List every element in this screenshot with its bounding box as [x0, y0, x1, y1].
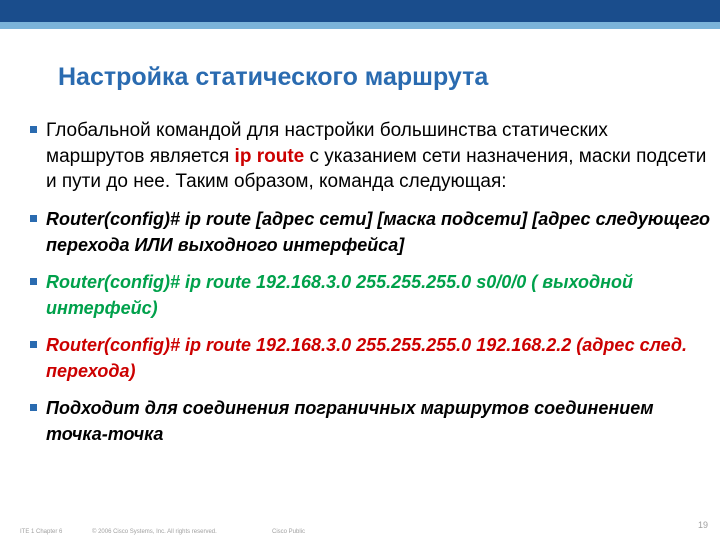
point-to-point-text: Подходит для соединения пограничных маршрутов соединением точка-точка: [46, 397, 654, 444]
bullet-marker: [30, 404, 37, 411]
bullet-intro: [30, 118, 710, 195]
example-exit-interface-text: Router(config)# ip route 192.168.3.0 255.255.255.0 s0/0/0 ( выходной интерфейс): [46, 271, 634, 318]
command-syntax-text: Router(config)# ip route [адрес сети] [маска подсети] [адрес следующего перехода ИЛИ выходного интерфейса]: [46, 208, 711, 255]
bullet-marker: [30, 278, 37, 285]
ip-route-highlight: ip route: [234, 145, 305, 167]
slide-footer: [20, 529, 700, 540]
bullet-marker: [30, 126, 37, 133]
bullet-example-next-hop: [30, 332, 710, 384]
bullet-intro-text-before: Глобальной командой для настройки большинства статических маршрутов является: [46, 120, 608, 167]
bullet-intro-text-after: с указанием сети назначения, маски подсети и пути до нее. Таким образом, команда следующая:: [46, 145, 707, 192]
header-band: [0, 0, 720, 22]
page-number: 19: [697, 520, 708, 530]
bullet-command-syntax: [30, 206, 710, 258]
footer-course: ITE 1 Chapter 6: [20, 529, 63, 535]
bullet-marker: [30, 341, 37, 348]
bullet-point-to-point: [30, 395, 710, 447]
example-next-hop-text: Router(config)# ip route 192.168.3.0 255.255.255.0 192.168.2.2 (адрес след. перехода): [46, 334, 687, 381]
bullet-list: [30, 118, 710, 447]
footer-copyright: © 2006 Cisco Systems, Inc. All rights reserved.: [92, 529, 217, 535]
slide-title: Настройка статического маршрута: [58, 63, 489, 91]
bullet-example-exit-interface: [30, 269, 710, 321]
bullet-marker: [30, 215, 37, 222]
footer-classification: Cisco Public: [272, 529, 306, 535]
header-stripe: [0, 22, 720, 29]
